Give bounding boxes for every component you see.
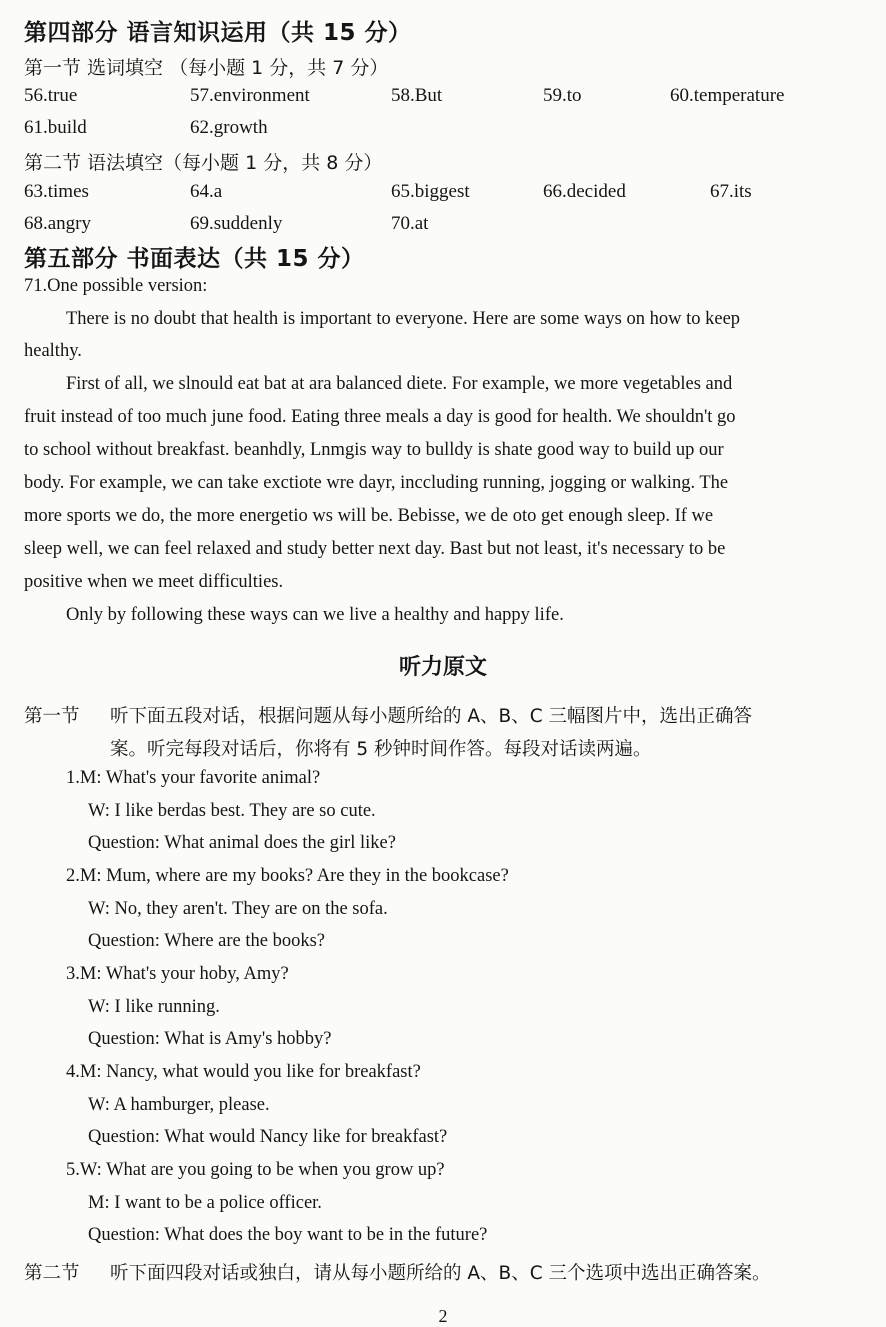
dialogue-line: 3.M: What's your hoby, Amy? bbox=[66, 964, 289, 984]
dialogue-line: 1.M: What's your favorite animal? bbox=[66, 768, 321, 788]
essay-line: more sports we do, the more energetio ws will be. Bebisse, we de oto get enough sleep. If we bbox=[24, 506, 714, 526]
dialogue-line: W: I like berdas best. They are so cute. bbox=[88, 801, 376, 821]
answer-70: 70.at bbox=[391, 213, 429, 234]
listening-sec2-label: 第二节 bbox=[24, 1263, 80, 1284]
dialogue-line: W: No, they aren't. They are on the sofa. bbox=[88, 899, 388, 919]
part4-sec1-title: 第一节 选词填空 （每小题 1 分，共 7 分） bbox=[24, 57, 389, 79]
essay-line: There is no doubt that health is important to everyone. Here are some ways on how to keep bbox=[66, 309, 741, 329]
essay-line: Only by following these ways can we live a healthy and happy life. bbox=[66, 605, 564, 625]
listening-sec1-label: 第一节 bbox=[24, 706, 80, 727]
essay-line: body. For example, we can take exctiote wre dayr, inccluding running, jogging or walking. The bbox=[24, 473, 729, 493]
essay-line: 71.One possible version: bbox=[24, 276, 208, 296]
answer-64: 64.a bbox=[190, 181, 223, 202]
dialogue-line: M: I want to be a police officer. bbox=[88, 1193, 322, 1213]
answer-58: 58.But bbox=[391, 85, 443, 106]
answer-56: 56.true bbox=[24, 85, 78, 106]
dialogue-line: W: I like running. bbox=[88, 997, 220, 1017]
dialogue-line: Question: What does the boy want to be in the future? bbox=[88, 1225, 488, 1245]
answer-62: 62.growth bbox=[190, 117, 268, 138]
essay-line: healthy. bbox=[24, 341, 82, 361]
answer-65: 65.biggest bbox=[391, 181, 470, 202]
answer-57: 57.environment bbox=[190, 85, 310, 106]
essay-line: First of all, we slnould eat bat at ara balanced diete. For example, we more vegetables and bbox=[66, 374, 733, 394]
essay-line: positive when we meet difficulties. bbox=[24, 572, 284, 592]
listening-sec1-instructions: 听下面五段对话，根据问题从每小题所给的 A、B、C 三幅图片中，选出正确答 bbox=[110, 706, 753, 727]
essay-line: sleep well, we can feel relaxed and study better next day. Bast but not least, it's necessary to be bbox=[24, 539, 726, 559]
listening-sec1-instructions-cont: 案。听完每段对话后，你将有 5 秒钟时间作答。每段对话读两遍。 bbox=[110, 739, 652, 760]
answer-69: 69.suddenly bbox=[190, 213, 283, 234]
part4-sec2-title: 第二节 语法填空（每小题 1 分，共 8 分） bbox=[24, 152, 383, 174]
dialogue-line: 5.W: What are you going to be when you grow up? bbox=[66, 1160, 445, 1180]
listening-sec2-instructions: 听下面四段对话或独白，请从每小题所给的 A、B、C 三个选项中选出正确答案。 bbox=[110, 1263, 771, 1284]
part4-title: 第四部分 语言知识运用（共 15 分） bbox=[24, 20, 412, 46]
dialogue-line: W: A hamburger, please. bbox=[88, 1095, 270, 1115]
answer-68: 68.angry bbox=[24, 213, 92, 234]
part5-title: 第五部分 书面表达（共 15 分） bbox=[24, 246, 365, 272]
dialogue-line: Question: Where are the books? bbox=[88, 931, 325, 951]
answer-61: 61.build bbox=[24, 117, 87, 138]
page-number: 2 bbox=[438, 1306, 448, 1326]
answer-66: 66.decided bbox=[543, 181, 626, 202]
listening-title: 听力原文 bbox=[398, 655, 487, 680]
essay-line: to school without breakfast. beanhdly, Lnmgis way to bulldy is shate good way to build up our bbox=[24, 440, 724, 460]
answer-60: 60.temperature bbox=[670, 85, 785, 106]
dialogue-line: Question: What would Nancy like for breakfast? bbox=[88, 1127, 448, 1147]
answer-63: 63.times bbox=[24, 181, 89, 202]
dialogue-line: 2.M: Mum, where are my books? Are they in the bookcase? bbox=[66, 866, 509, 886]
answer-67: 67.its bbox=[710, 181, 752, 202]
answer-59: 59.to bbox=[543, 85, 582, 106]
essay-line: fruit instead of too much june food. Eating three meals a day is good for health. We shouldn't go bbox=[24, 407, 736, 427]
dialogue-line: Question: What is Amy's hobby? bbox=[88, 1029, 332, 1049]
dialogue-line: Question: What animal does the girl like? bbox=[88, 833, 396, 853]
dialogue-line: 4.M: Nancy, what would you like for breakfast? bbox=[66, 1062, 421, 1082]
